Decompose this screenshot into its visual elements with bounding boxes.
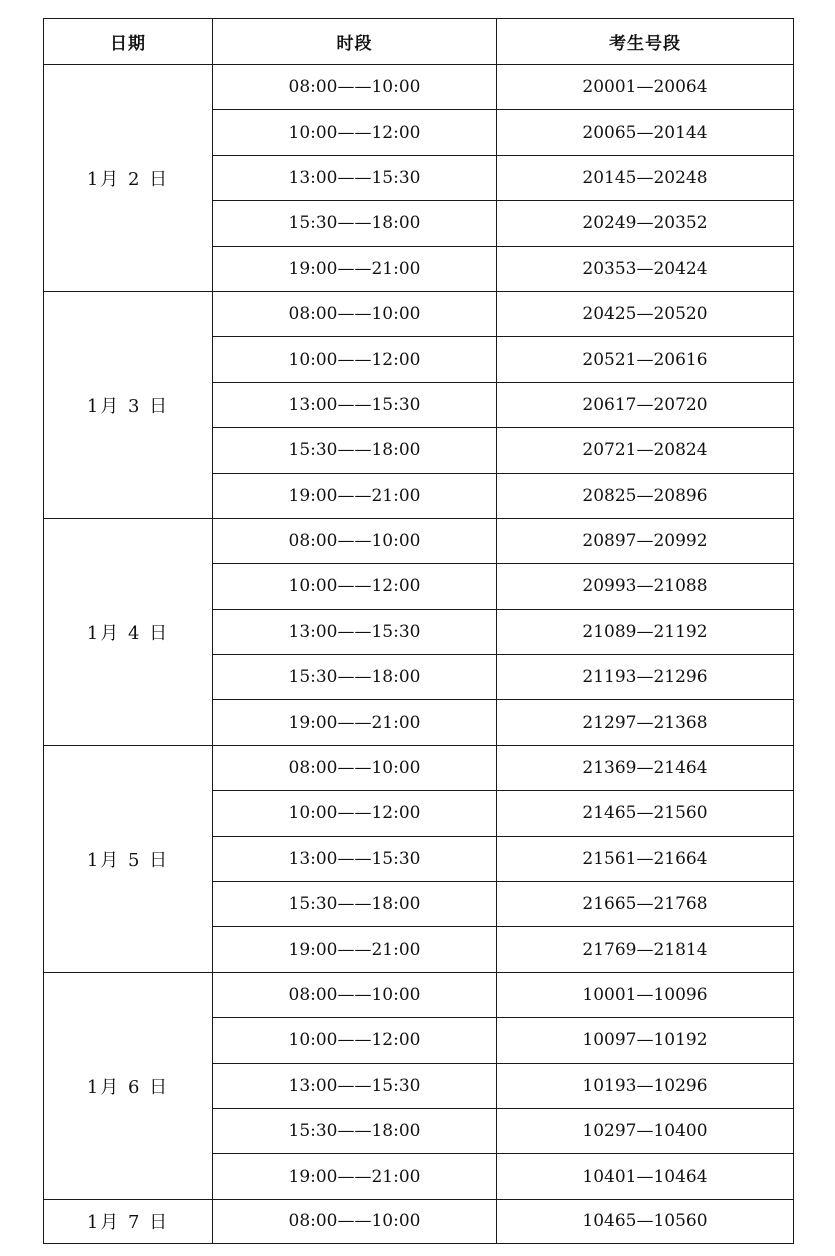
header-candidate-number-range: 考生号段 <box>497 19 794 65</box>
table-row <box>44 972 794 1017</box>
time-slot-cell: 19:00——21:00 <box>213 246 497 291</box>
time-slot-cell: 13:00——15:30 <box>213 836 497 881</box>
candidate-number-range-cell: 10097—10192 <box>497 1018 794 1063</box>
time-slot-cell: 15:30——18:00 <box>213 201 497 246</box>
time-slot-cell: 15:30——18:00 <box>213 1108 497 1153</box>
table-row <box>44 65 794 110</box>
date-cell: 1月 6 日 <box>44 972 213 1199</box>
candidate-number-range-cell: 20001—20064 <box>497 65 794 110</box>
header-date: 日期 <box>44 19 213 65</box>
candidate-number-range-cell: 20721—20824 <box>497 428 794 473</box>
candidate-number-range-cell: 20145—20248 <box>497 155 794 200</box>
time-slot-cell: 15:30——18:00 <box>213 655 497 700</box>
candidate-number-range-cell: 21465—21560 <box>497 791 794 836</box>
time-slot-cell: 08:00——10:00 <box>213 1199 497 1243</box>
time-slot-cell: 13:00——15:30 <box>213 382 497 427</box>
time-slot-cell: 19:00——21:00 <box>213 473 497 518</box>
time-slot-cell: 10:00——12:00 <box>213 1018 497 1063</box>
time-slot-cell: 13:00——15:30 <box>213 609 497 654</box>
time-slot-cell: 19:00——21:00 <box>213 1154 497 1199</box>
candidate-number-range-cell: 20425—20520 <box>497 291 794 336</box>
date-cell: 1月 5 日 <box>44 745 213 972</box>
time-slot-cell: 08:00——10:00 <box>213 291 497 336</box>
table-header <box>44 19 794 65</box>
candidate-number-range-cell: 21769—21814 <box>497 927 794 972</box>
time-slot-cell: 10:00——12:00 <box>213 564 497 609</box>
candidate-number-range-cell: 20249—20352 <box>497 201 794 246</box>
time-slot-cell: 10:00——12:00 <box>213 791 497 836</box>
candidate-number-range-cell: 20897—20992 <box>497 518 794 563</box>
candidate-number-range-cell: 10465—10560 <box>497 1199 794 1243</box>
date-cell: 1月 7 日 <box>44 1199 213 1243</box>
time-slot-cell: 15:30——18:00 <box>213 882 497 927</box>
time-slot-cell: 08:00——10:00 <box>213 518 497 563</box>
candidate-number-range-cell: 21665—21768 <box>497 882 794 927</box>
candidate-number-range-cell: 21297—21368 <box>497 700 794 745</box>
date-cell: 1月 4 日 <box>44 518 213 745</box>
candidate-number-range-cell: 21193—21296 <box>497 655 794 700</box>
candidate-number-range-cell: 20353—20424 <box>497 246 794 291</box>
exam-schedule-table <box>43 18 794 1244</box>
candidate-number-range-cell: 20065—20144 <box>497 110 794 155</box>
time-slot-cell: 10:00——12:00 <box>213 110 497 155</box>
candidate-number-range-cell: 10193—10296 <box>497 1063 794 1108</box>
table-row <box>44 518 794 563</box>
candidate-number-range-cell: 21089—21192 <box>497 609 794 654</box>
header-time-slot: 时段 <box>213 19 497 65</box>
candidate-number-range-cell: 21369—21464 <box>497 745 794 790</box>
date-cell: 1月 2 日 <box>44 65 213 292</box>
table-row <box>44 745 794 790</box>
time-slot-cell: 08:00——10:00 <box>213 972 497 1017</box>
table-row <box>44 1199 794 1243</box>
time-slot-cell: 19:00——21:00 <box>213 700 497 745</box>
time-slot-cell: 10:00——12:00 <box>213 337 497 382</box>
candidate-number-range-cell: 20617—20720 <box>497 382 794 427</box>
candidate-number-range-cell: 20825—20896 <box>497 473 794 518</box>
time-slot-cell: 19:00——21:00 <box>213 927 497 972</box>
header-row <box>44 19 794 65</box>
candidate-number-range-cell: 20521—20616 <box>497 337 794 382</box>
time-slot-cell: 08:00——10:00 <box>213 65 497 110</box>
date-cell: 1月 3 日 <box>44 291 213 518</box>
time-slot-cell: 13:00——15:30 <box>213 155 497 200</box>
candidate-number-range-cell: 20993—21088 <box>497 564 794 609</box>
table-body <box>44 65 794 1244</box>
time-slot-cell: 15:30——18:00 <box>213 428 497 473</box>
candidate-number-range-cell: 10001—10096 <box>497 972 794 1017</box>
candidate-number-range-cell: 21561—21664 <box>497 836 794 881</box>
candidate-number-range-cell: 10297—10400 <box>497 1108 794 1153</box>
time-slot-cell: 08:00——10:00 <box>213 745 497 790</box>
table-row <box>44 291 794 336</box>
candidate-number-range-cell: 10401—10464 <box>497 1154 794 1199</box>
time-slot-cell: 13:00——15:30 <box>213 1063 497 1108</box>
